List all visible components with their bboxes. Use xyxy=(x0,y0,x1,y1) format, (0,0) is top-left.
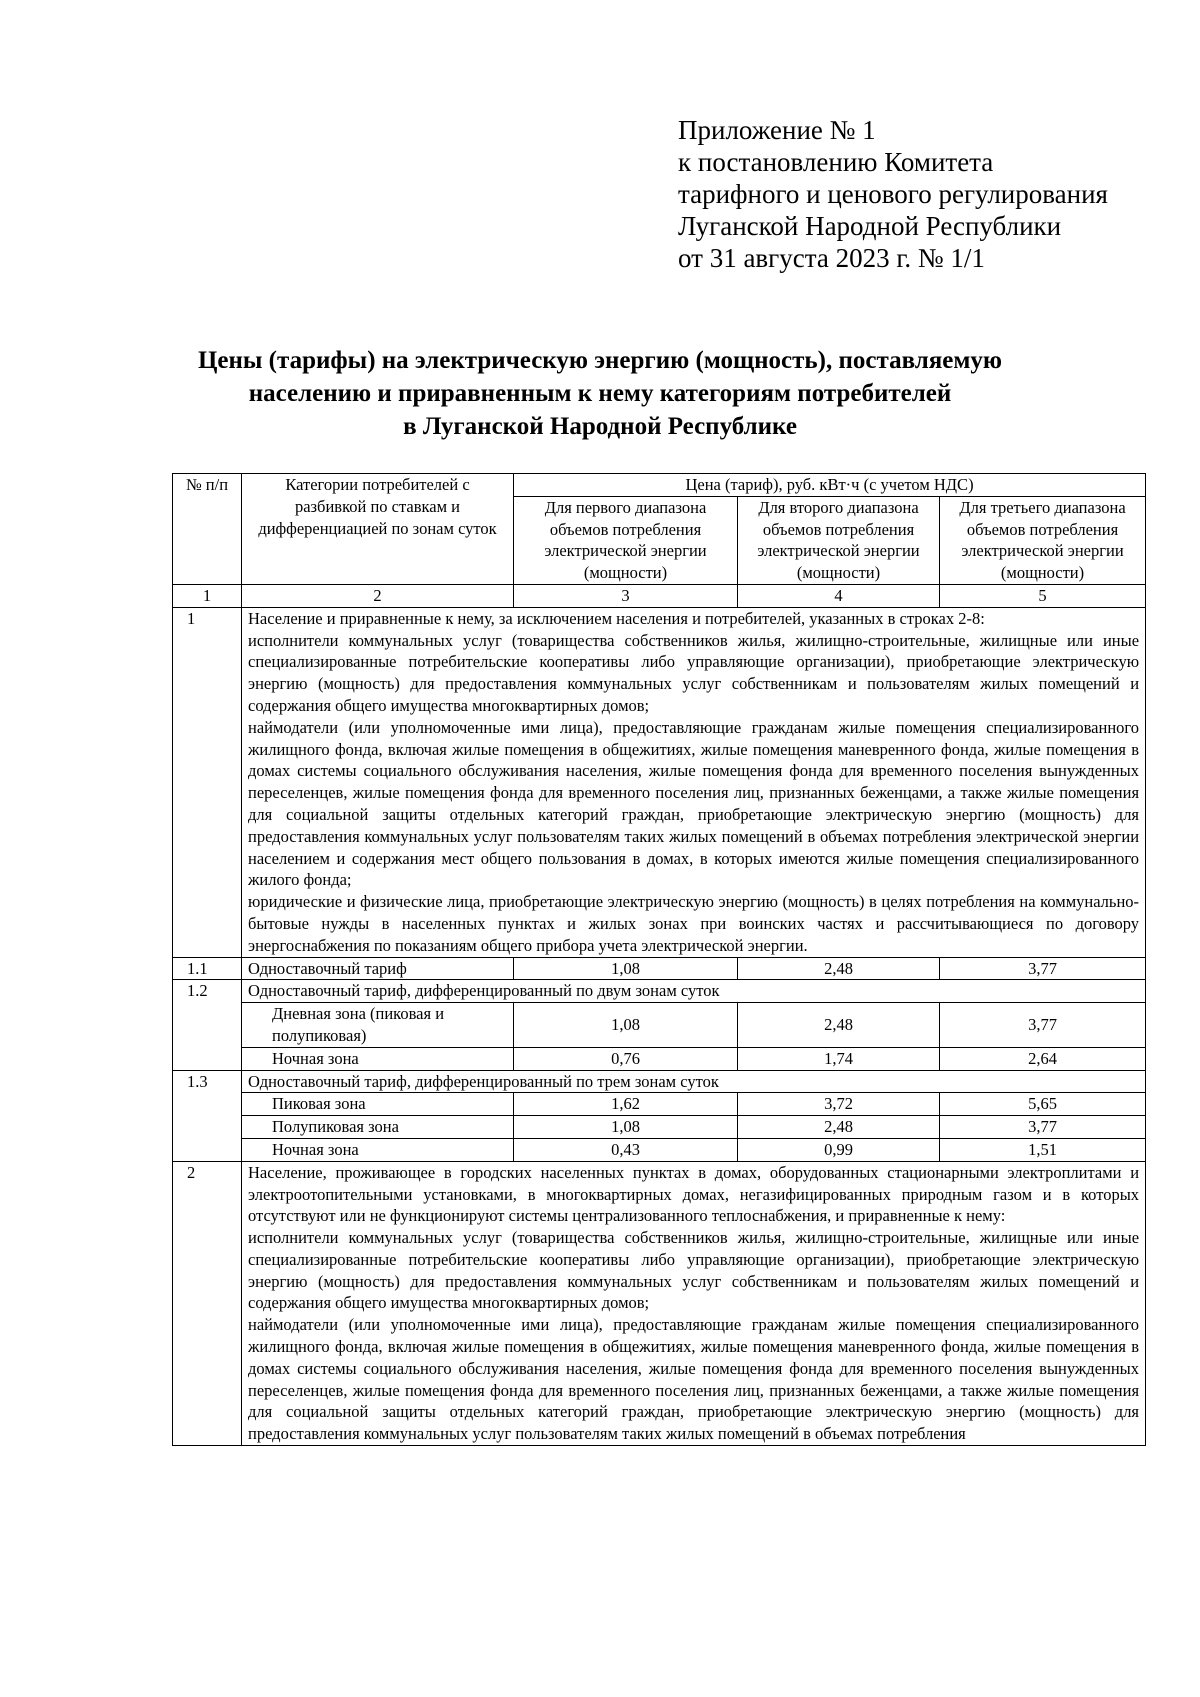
section-num: 1 xyxy=(173,607,242,957)
section-paragraph: наймодатели (или уполномоченные ими лица), предоставляющие гражданам жилые помещения специализированного жилищного фонда, включая жилые помещения в общежитиях, жилые помещения маневренного фонда, жилые помещения в домах системы социального обслуживания населения, жилые помещения фонда для временного поселения вынужденных переселенцев, жилые помещения фонда для временного поселения лиц, признанных беженцами, а также жилые помещения для социальной защиты отдельных категорий граждан, приобретающие электрическую энергию (мощность) для предоставления коммунальных услуг пользователям таких жилых помещений в объемах потребления xyxy=(248,1315,1140,1444)
tariff-row xyxy=(173,1138,1146,1161)
column-number: 5 xyxy=(940,584,1146,607)
tariff-value: 1,08 xyxy=(514,1003,738,1048)
section-num: 2 xyxy=(173,1161,242,1445)
tariff-row xyxy=(173,957,1146,980)
tariff-value: 0,76 xyxy=(514,1047,738,1070)
header-num: № п/п xyxy=(173,474,242,585)
tariff-row xyxy=(173,1093,1146,1116)
section-description xyxy=(242,1161,1146,1445)
tariff-row xyxy=(173,1070,1146,1093)
title-line: в Луганской Народной Республике xyxy=(403,413,797,440)
section-row xyxy=(173,1161,1146,1445)
tariff-row xyxy=(173,980,1146,1003)
column-number: 1 xyxy=(173,584,242,607)
tariff-value: 1,08 xyxy=(514,957,738,980)
zone-label: Полупиковая зона xyxy=(242,1116,514,1139)
header-range1: Для первого диапазона объемов потребления электрической энергии (мощности) xyxy=(514,496,738,584)
tariff-value: 1,74 xyxy=(738,1047,940,1070)
document-title xyxy=(150,344,1050,443)
section-paragraph: исполнители коммунальных услуг (товарищества собственников жилья, жилищно-строительные, жилищные или иные специализированные потребительские кооперативы либо управляющие организации), приобретающие электрическую энергию (мощность) для предоставления коммунальных услуг собственникам и пользователям жилых помещений и содержания общего имущества многоквартирных домов; xyxy=(248,630,1140,715)
tariff-value: 2,48 xyxy=(738,957,940,980)
tariff-row xyxy=(173,1047,1146,1070)
section-paragraph: Население, проживающее в городских населенных пунктах в домах, оборудованных стационарными электроплитами и электроотопительными установками, в многоквартирных домах, негазифицированных природным газом и в которых отсутствуют или не функционируют системы централизованного теплоснабжения, и приравненные к нему: xyxy=(248,1162,1140,1226)
column-number-row xyxy=(173,584,1146,607)
row-num: 1.1 xyxy=(173,957,242,980)
section-paragraph: исполнители коммунальных услуг (товарищества собственников жилья, жилищно-строительные, жилищные или иные специализированные потребительские кооперативы либо управляющие организации), приобретающие электрическую энергию (мощность) для предоставления коммунальных услуг собственникам и пользователям жилых помещений и содержания общего имущества многоквартирных домов; xyxy=(248,1228,1140,1313)
annex-block xyxy=(678,114,1108,274)
annex-line: Приложение № 1 xyxy=(678,115,876,145)
header-range2: Для второго диапазона объемов потребления электрической энергии (мощности) xyxy=(738,496,940,584)
row-label: Одноставочный тариф, дифференцированный по двум зонам суток xyxy=(242,980,1146,1003)
row-num: 1.2 xyxy=(173,980,242,1070)
tariff-value: 3,72 xyxy=(738,1093,940,1116)
row-num: 1.3 xyxy=(173,1070,242,1161)
annex-line: тарифного и ценового регулирования xyxy=(678,179,1108,209)
header-row xyxy=(173,474,1146,497)
tariff-value: 2,64 xyxy=(940,1047,1146,1070)
column-number: 2 xyxy=(242,584,514,607)
section-paragraph: наймодатели (или уполномоченные ими лица), предоставляющие гражданам жилые помещения специализированного жилищного фонда, включая жилые помещения в общежитиях, жилые помещения маневренного фонда, жилые помещения в домах системы социального обслуживания населения, жилые помещения фонда для временного поселения вынужденных переселенцев, жилые помещения фонда для временного поселения лиц, признанных беженцами, а также жилые помещения для социальной защиты отдельных категорий граждан, приобретающие электрическую энергию (мощность) для предоставления коммунальных услуг пользователям таких жилых помещений в объемах потребления электрической энергии населением и содержания мест общего пользования в домах, в которых имеются жилые помещения специализированного жилого фонда; xyxy=(248,717,1140,890)
section-description xyxy=(242,607,1146,957)
tariff-value: 0,43 xyxy=(514,1138,738,1161)
tariff-row xyxy=(173,1003,1146,1048)
tariff-value: 1,62 xyxy=(514,1093,738,1116)
column-number: 4 xyxy=(738,584,940,607)
header-range3: Для третьего диапазона объемов потребления электрической энергии (мощности) xyxy=(940,496,1146,584)
zone-label: Ночная зона xyxy=(242,1047,514,1070)
zone-label: Дневная зона (пиковая и полупиковая) xyxy=(242,1003,514,1048)
zone-label: Пиковая зона xyxy=(242,1093,514,1116)
row-label: Одноставочный тариф xyxy=(242,957,514,980)
tariff-value: 1,08 xyxy=(514,1116,738,1139)
tariff-value: 2,48 xyxy=(738,1116,940,1139)
tariff-value: 3,77 xyxy=(940,1003,1146,1048)
header-price: Цена (тариф), руб. кВт·ч (с учетом НДС) xyxy=(514,474,1146,497)
row-label: Одноставочный тариф, дифференцированный по трем зонам суток xyxy=(242,1070,1146,1093)
tariff-value: 3,77 xyxy=(940,1116,1146,1139)
annex-line: Луганской Народной Республики xyxy=(678,211,1062,241)
annex-line: к постановлению Комитета xyxy=(678,147,994,177)
tariff-value: 1,51 xyxy=(940,1138,1146,1161)
section-paragraph: юридические и физические лица, приобретающие электрическую энергию (мощность) в целях потребления на коммунально-бытовые нужды в населенных пунктах и жилых зонах при воинских частях и рассчитывающиеся по договору энергоснабжения по показаниям общего прибора учета электрической энергии. xyxy=(248,892,1140,955)
tariff-table xyxy=(172,473,1146,1446)
title-line: населению и приравненным к нему категориям потребителей xyxy=(248,380,952,407)
section-paragraph: Население и приравненные к нему, за исключением населения и потребителей, указанных в строках 2-8: xyxy=(248,608,985,628)
tariff-value: 3,77 xyxy=(940,957,1146,980)
tariff-row xyxy=(173,1116,1146,1139)
header-category: Категории потребителей с разбивкой по ставкам и дифференциацией по зонам суток xyxy=(242,474,514,585)
tariff-value: 0,99 xyxy=(738,1138,940,1161)
section-row xyxy=(173,607,1146,957)
title-line: Цены (тарифы) на электрическую энергию (мощность), поставляемую xyxy=(197,347,1003,374)
column-number: 3 xyxy=(514,584,738,607)
tariff-value: 2,48 xyxy=(738,1003,940,1048)
annex-line: от 31 августа 2023 г. № 1/1 xyxy=(678,243,985,273)
zone-label: Ночная зона xyxy=(242,1138,514,1161)
tariff-value: 5,65 xyxy=(940,1093,1146,1116)
